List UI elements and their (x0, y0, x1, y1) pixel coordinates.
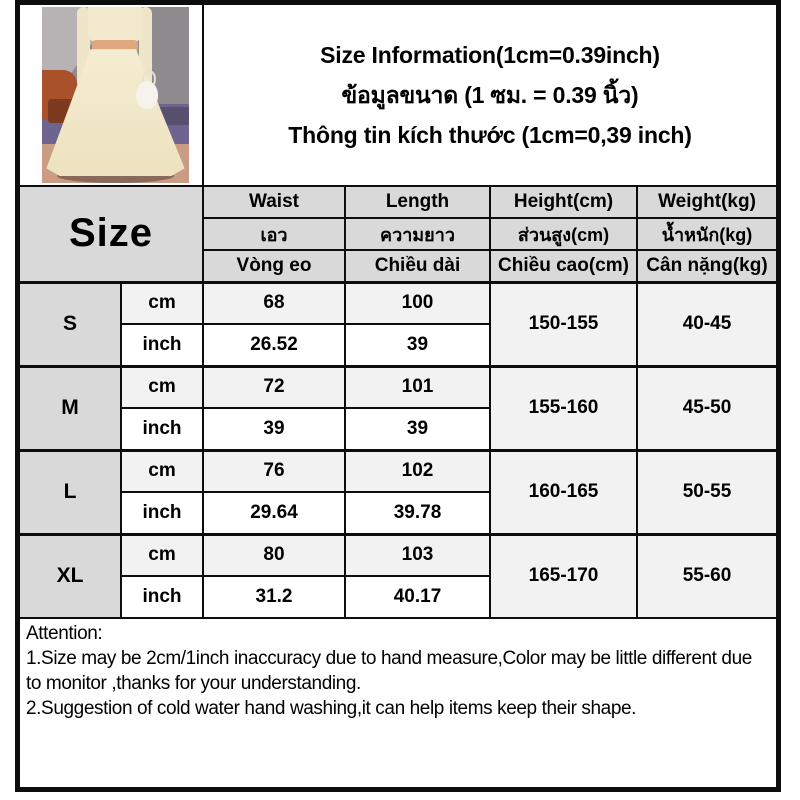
header-height-vi: Chiều cao(cm) (490, 250, 637, 282)
row-m-height: 155-160 (490, 366, 637, 450)
size-chart-sheet (15, 0, 781, 792)
row-s-weight: 40-45 (637, 282, 777, 366)
row-s-unit-cm: cm (121, 282, 203, 324)
row-m-waist-cm: 72 (203, 366, 345, 408)
row-s-unit-inch: inch (121, 324, 203, 366)
title-block (203, 4, 777, 186)
header-weight-vi: Cân nặng(kg) (637, 250, 777, 282)
row-s-waist-inch: 26.52 (203, 324, 345, 366)
header-height-en: Height(cm) (490, 186, 637, 218)
row-xl-unit-cm: cm (121, 534, 203, 576)
row-m-label: M (19, 366, 121, 450)
row-l-unit-cm: cm (121, 450, 203, 492)
row-l-unit-inch: inch (121, 492, 203, 534)
row-xl-length-cm: 103 (345, 534, 490, 576)
row-xl-height: 165-170 (490, 534, 637, 618)
header-height-th: ส่วนสูง(cm) (490, 218, 637, 250)
row-m-waist-inch: 39 (203, 408, 345, 450)
header-weight-th: น้ำหนัก(kg) (637, 218, 777, 250)
row-s-waist-cm: 68 (203, 282, 345, 324)
attention-heading: Attention: (26, 623, 103, 644)
row-xl-label: XL (19, 534, 121, 618)
row-s-length-cm: 100 (345, 282, 490, 324)
row-m-length-inch: 39 (345, 408, 490, 450)
row-s-height: 150-155 (490, 282, 637, 366)
header-waist-vi: Vòng eo (203, 250, 345, 282)
title-english: Size Information(1cm=0.39inch) (320, 42, 660, 68)
attention-note-1: 1.Size may be 2cm/1inch inaccuracy due to hand measure,Color may be little different due to monitor ,thanks for your understanding. (26, 648, 752, 695)
row-l-height: 160-165 (490, 450, 637, 534)
header-waist-th: เอว (203, 218, 345, 250)
header-length-en: Length (345, 186, 490, 218)
product-photo-cell (19, 4, 203, 186)
attention-note-2: 2.Suggestion of cold water hand washing,it can help items keep their shape. (26, 698, 637, 720)
row-xl-weight: 55-60 (637, 534, 777, 618)
row-m-length-cm: 101 (345, 366, 490, 408)
row-m-weight: 45-50 (637, 366, 777, 450)
title-thai: ข้อมูลขนาด (1 ซม. = 0.39 นิ้ว) (341, 82, 639, 108)
row-m-unit-inch: inch (121, 408, 203, 450)
attention-block (19, 618, 777, 788)
row-l-waist-inch: 29.64 (203, 492, 345, 534)
row-xl-waist-inch: 31.2 (203, 576, 345, 618)
row-xl-length-inch: 40.17 (345, 576, 490, 618)
row-l-label: L (19, 450, 121, 534)
header-length-th: ความยาว (345, 218, 490, 250)
row-s-length-inch: 39 (345, 324, 490, 366)
size-table (18, 3, 778, 789)
row-l-length-inch: 39.78 (345, 492, 490, 534)
row-m-unit-cm: cm (121, 366, 203, 408)
row-l-length-cm: 102 (345, 450, 490, 492)
row-xl-waist-cm: 80 (203, 534, 345, 576)
row-xl-unit-inch: inch (121, 576, 203, 618)
product-photo (42, 7, 189, 183)
photo-handbag (136, 81, 158, 109)
header-size: Size (19, 186, 203, 282)
title-vietnamese: Thông tin kích thước (1cm=0,39 inch) (288, 122, 692, 148)
header-waist-en: Waist (203, 186, 345, 218)
row-l-waist-cm: 76 (203, 450, 345, 492)
header-length-vi: Chiều dài (345, 250, 490, 282)
row-s-label: S (19, 282, 121, 366)
header-weight-en: Weight(kg) (637, 186, 777, 218)
photo-model-top (88, 7, 142, 42)
row-l-weight: 50-55 (637, 450, 777, 534)
